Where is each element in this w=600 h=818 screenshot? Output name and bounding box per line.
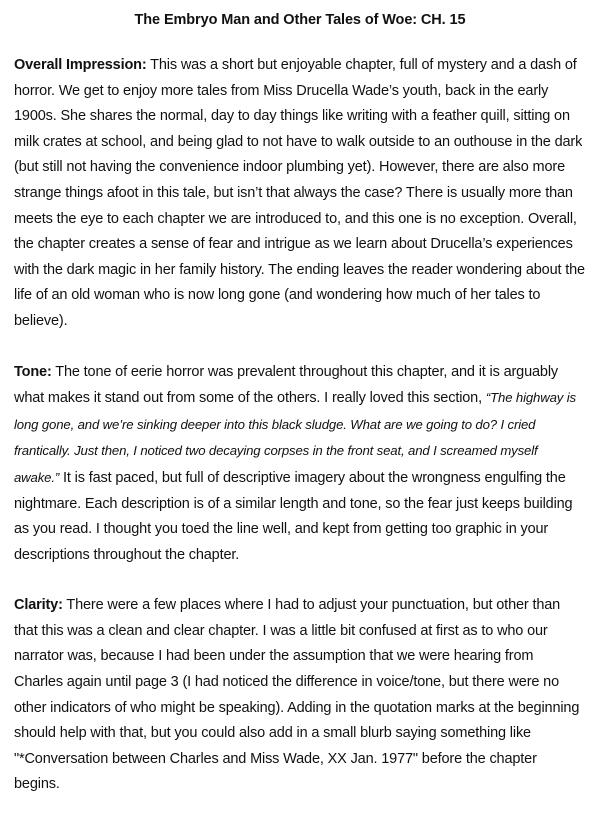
section-text-overall-impression: This was a short but enjoyable chapter, full of mystery and a dash of horror. We get to enjoy more tales from Miss Drucella Wade’s youth, back in the early 1900s. She shares the normal, day to day things like writing with a feather quill, sitting on milk crates at school, and being glad to not have to walk outside to an outhouse in the dark (but still not having the convenience indoor plumbing yet). However, there are also more strange things afoot in this tale, but isn’t that always the case? There is usually more than meets the eye to each chapter we are introduced to, and this one is no exception. Overall, the chapter creates a sense of fear and intrigue as we learn about Drucella’s experiences with the dark magic in her family history. The ending leaves the reader wondering about the life of an old woman who is now long gone (and wondering how much of her tales to believe). xyxy=(14,57,585,329)
section-text-clarity: There were a few places where I had to adjust your punctuation, but other than that this was a clean and clear chapter. I was a little bit confused at first as to who our narrator was, because I had been under the assumption that we were hearing from Charles again until page 3 (I had noticed the difference in voice/tone, but there were no other indicators of who might be speaking). Adding in the quotation marks at the beginning should help with that, but you could also add in a small blurb saying something like "*Conversation between Charles and Miss Wade, XX Jan. 1977" before the chapter begins. xyxy=(14,597,580,793)
section-text-tone-before: The tone of eerie horror was prevalent throughout this chapter, and it is arguably what makes it stand out from some of the others. I really loved this section, xyxy=(14,363,559,407)
section-clarity xyxy=(14,593,586,798)
section-label-clarity: Clarity: xyxy=(14,597,63,614)
document-title: The Embryo Man and Other Tales of Woe: CH. 15 xyxy=(134,12,466,28)
section-tone xyxy=(14,360,586,569)
section-overall-impression xyxy=(14,53,586,335)
section-quote-tone: “The highway is long gone, and we’re sinking deeper into this black sludge. What are we going to do? I cried frantically. Just then, I noticed two decaying corpses in the front seat, and I screamed myself awake.” xyxy=(14,390,576,485)
section-label-overall-impression: Overall Impression: xyxy=(14,57,147,73)
section-label-tone: Tone: xyxy=(14,363,52,380)
section-text-tone-after: It is fast paced, but full of descriptive imagery about the wrongness engulfing the nightmare. Each description is of a similar length and tone, so the fear just keeps building as you read. I thought you toed the line well, and kept from getting too graphic in your descriptions throughout the chapter. xyxy=(14,469,573,563)
